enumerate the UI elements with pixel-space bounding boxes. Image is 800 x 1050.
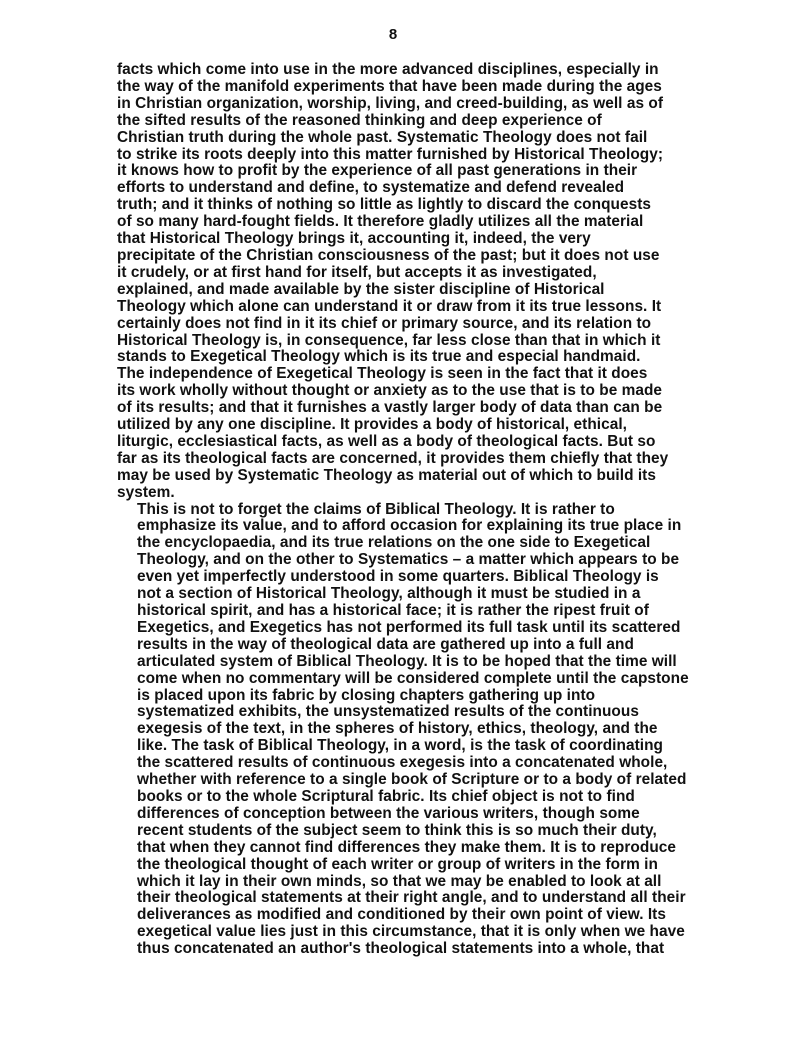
text-line: like. The task of Biblical Theology, in a word, is the task of coordinating <box>137 737 663 755</box>
text-line: not a section of Historical Theology, although it must be studied in a <box>137 585 641 603</box>
text-line: differences of conception between the various writers, though some <box>137 804 640 822</box>
text-line: the theological thought of each writer or group of writers in the form in <box>137 855 658 873</box>
text-line: This is not to forget the claims of Biblical Theology. It is rather to <box>137 500 615 518</box>
text-line: historical spirit, and has a historical face; it is rather the ripest fruit of <box>137 602 649 619</box>
text-line: books or to the whole Scriptural fabric. Its chief object is not to find <box>137 787 635 805</box>
text-line: systematized exhibits, the unsystematized results of the continuous <box>137 703 639 721</box>
text-line: whether with reference to a single book of Scripture or to a body of related <box>137 771 687 789</box>
text-line: far as its theological facts are concerned, it provides them chiefly that they <box>117 449 669 467</box>
text-line: exegesis of the text, in the spheres of history, ethics, theology, and the <box>137 720 658 738</box>
text-line: of its results; and that it furnishes a vastly larger body of data than can be <box>117 399 663 417</box>
text-line: exegetical value lies just in this circumstance, that it is only when we have <box>137 923 685 941</box>
text-line: the way of the manifold experiments that have been made during the ages <box>117 77 662 95</box>
text-line: results in the way of theological data are gathered up into a full and <box>137 635 634 653</box>
text-line: that when they cannot find differences they make them. It is to reproduce <box>137 838 676 856</box>
page-number: 8 <box>388 26 398 43</box>
text-line: truth; and it thinks of nothing so little as lightly to discard the conquests <box>117 196 651 214</box>
paragraph <box>117 62 737 502</box>
text-line: it crudely, or at first hand for itself, but accepts it as investigated, <box>117 263 597 281</box>
text-line: it knows how to profit by the experience of all past generations in their <box>117 162 638 180</box>
text-line: emphasize its value, and to afford occasion for explaining its true place in <box>137 517 682 535</box>
text-line: the encyclopaedia, and its true relations on the one side to Exegetical <box>137 534 651 552</box>
text-line: Exegetics, and Exegetics has not performed its full task until its scattered <box>137 618 681 636</box>
text-line: its work wholly without thought or anxiety as to the use that is to be made <box>117 382 663 400</box>
text-line: facts which come into use in the more advanced disciplines, especially in <box>117 61 659 78</box>
text-line: certainly does not find in it its chief or primary source, and its relation to <box>117 314 652 332</box>
text-line: is placed upon its fabric by closing chapters gathering up into <box>137 686 596 704</box>
text-line: precipitate of the Christian consciousness of the past; but it does not use <box>117 246 660 264</box>
text-line: Theology which alone can understand it or draw from it its true lessons. It <box>117 297 662 315</box>
text-line: of so many hard-fought fields. It therefore gladly utilizes all the material <box>117 213 644 231</box>
text-line: which it lay in their own minds, so that we may be enabled to look at all <box>137 872 662 890</box>
text-line: to strike its roots deeply into this matter furnished by Historical Theology; <box>117 145 664 163</box>
text-line: the sifted results of the reasoned thinking and deep experience of <box>117 111 602 129</box>
text-line: deliverances as modified and conditioned by their own point of view. Its <box>137 906 666 924</box>
text-line: come when no commentary will be considered complete until the capstone <box>137 669 689 687</box>
text-line: The independence of Exegetical Theology is seen in the fact that it does <box>117 365 648 383</box>
text-line: stands to Exegetical Theology which is its true and especial handmaid. <box>117 348 641 366</box>
text-line: articulated system of Biblical Theology. It is to be hoped that the time will <box>137 652 677 670</box>
text-line: their theological statements at their right angle, and to understand all their <box>137 889 686 907</box>
text-line: utilized by any one discipline. It provides a body of historical, ethical, <box>117 416 627 434</box>
text-line: explained, and made available by the sister discipline of Historical <box>117 280 605 298</box>
text-line: efforts to understand and define, to systematize and defend revealed <box>117 179 625 197</box>
text-line: Theology, and on the other to Systematics – a matter which appears to be <box>137 551 680 569</box>
text-line: in Christian organization, worship, living, and creed-building, as well as of <box>117 94 664 112</box>
paragraph <box>117 502 737 958</box>
text-line: recent students of the subject seem to think this is so much their duty, <box>137 821 657 839</box>
text-line: liturgic, ecclesiastical facts, as well as a body of theological facts. But so <box>117 432 656 450</box>
text-line: that Historical Theology brings it, accounting it, indeed, the very <box>117 230 591 248</box>
text-line: may be used by Systematic Theology as material out of which to build its <box>117 466 656 484</box>
text-line: Christian truth during the whole past. Systematic Theology does not fail <box>117 128 648 146</box>
text-line: thus concatenated an author's theological statements into a whole, that <box>137 940 665 958</box>
body-text <box>117 62 737 958</box>
text-line: Historical Theology is, in consequence, far less close than that in which it <box>117 331 661 349</box>
text-line: system. <box>117 483 175 501</box>
text-line: the scattered results of continuous exegesis into a concatenated whole, <box>137 754 668 772</box>
text-line: even yet imperfectly understood in some quarters. Biblical Theology is <box>137 568 659 586</box>
